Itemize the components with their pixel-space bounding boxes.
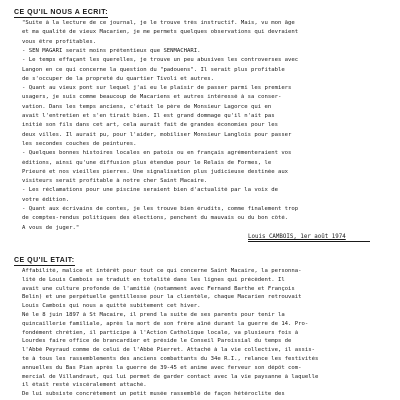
text-line: de s'occuper de la propreté du quartier Tivoli et autres. — [22, 75, 214, 82]
text-line: - Les réclamations pour une piscine seraient bien d'actualité par la voix de — [22, 187, 278, 194]
text-line: initié son fils dans cet art, cela aurait fait de grandes économies pour les — [22, 122, 278, 129]
text-line: Prieuré et nos vieilles pierres. Une signalisation plus judicieuse destinée aux — [22, 168, 289, 175]
text-line: deux villes. Il aurait pu, pour l'aider, mobiliser Monsieur Langlois pour passer — [22, 131, 292, 138]
text-line: fondément chrétien, il participe à l'Action Catholique locale, va plusieurs fois à — [22, 329, 299, 336]
text-line: - Quelques bonnes histoires locales en patois ou en français agrémenteraient vos — [22, 150, 292, 157]
text-line: - Quant au vieux pont sur lequel j'ai eu le plaisir de passer parmi les premiers — [22, 85, 292, 92]
text-line: avait une culture profonde de l'amitié (notamment avec Fernand Barthe et François — [22, 285, 295, 292]
text-line: Louis Cambois qui nous a quitté subitement cet hiver. — [22, 303, 201, 310]
text-line: - Quant aux écrivains de contes, je les trouve bien érudits, comme finalement trop — [22, 206, 299, 212]
section-heading-ecrit: CE QU'IL NOUS A ECRIT: — [14, 9, 109, 16]
text-line: annuelles du Bas Pian après la guerre de 39-45 et anime avec ferveur son dépôt com- — [22, 364, 302, 371]
text-line: les secondes couches de peintures. — [22, 140, 137, 147]
signature-text: Louis CAMBOIS, 1er août 1974 — [248, 234, 346, 240]
text-line: lité de Louis Cambois se traduit en totalité dans les lignes qui précèdent. Il — [22, 276, 285, 283]
text-line: avait l'entretien et s'en tirait bien. Il est grand dommage qu'il n'ait pas — [22, 113, 275, 119]
text-line: Lourdes faire office de brancardier et préside le Conseil Paroissial du temps de — [22, 338, 292, 345]
text-line: il était resté viscéralement attaché. — [22, 382, 147, 389]
text-line: De lui subsiste concrètement un petit musée rassemblé de façon hétéroclite des — [22, 391, 285, 398]
text-line: quincaillerie familiale, après la mort de son frère aîné durant la guerre de 14. Pro- — [22, 320, 309, 327]
text-line: de comptes-rendus politiques des élections, penchent du mauvais ou du bon côté. — [22, 215, 289, 222]
text-line: et ma qualité de vieux Macarien, je me permets quelques observations qui devraient — [22, 29, 299, 36]
text-line: Langon en ce qui concerne la question du "padouens". Il serait plus profitable — [22, 66, 285, 73]
signature-underline — [248, 241, 370, 242]
text-line: vous être profitables. — [22, 38, 97, 45]
text-line: l'Abbé Peyraud comme de celui de l'Abbé Pierret. Attaché à la vie collective, il assis- — [22, 347, 315, 354]
text-line: Affabilité, malice et intérêt pour tout ce qui concerne Saint Macaire, la personna- — [22, 268, 302, 274]
text-line: Belin) et une perpétuelle gentillesse pour la clientèle, chaque Macarien retrouvait — [22, 294, 302, 301]
text-line: votre édition. — [22, 196, 70, 203]
text-line: visiteurs serait profitable à notre cher Saint Macaire. — [22, 178, 208, 185]
text-line: vation. Dans les temps anciens, c'était le père de Monsieur Lagorce qui en — [22, 103, 272, 110]
text-line: usagers, je suis comme beaucoup de Macariens et autres intéressé à sa conser- — [22, 94, 282, 101]
section-heading-etait: CE QU'IL ETAIT: — [14, 257, 75, 264]
text-line: - Le temps effaçant les querelles, je trouve un peu abusives les controverses avec — [22, 57, 299, 64]
text-line: - SEN MAGARI serait moins prétentieux que SENMACHARI. — [22, 47, 201, 54]
text-line: A vous de juger." — [22, 224, 80, 231]
text-line: mercial de Villandraut, qui lui permet de garder contact avec la vie paysanne à laquelle — [22, 373, 319, 380]
signature — [248, 234, 346, 240]
text-line: éditions, ainsi qu'une diffusion plus étendue pour le Relais de Formes, le — [22, 159, 272, 166]
text-line: te à tous les rassemblements des anciens combattants du 34e R.I., relance les festivités — [22, 356, 319, 362]
text-line: "Suite à la lecture de ce journal, je le trouve très instructif. Mais, vu mon âge — [22, 20, 295, 26]
text-line: Né le 8 juin 1897 à St Macaire, il prend la suite de ses parents pour tenir la — [22, 312, 285, 318]
